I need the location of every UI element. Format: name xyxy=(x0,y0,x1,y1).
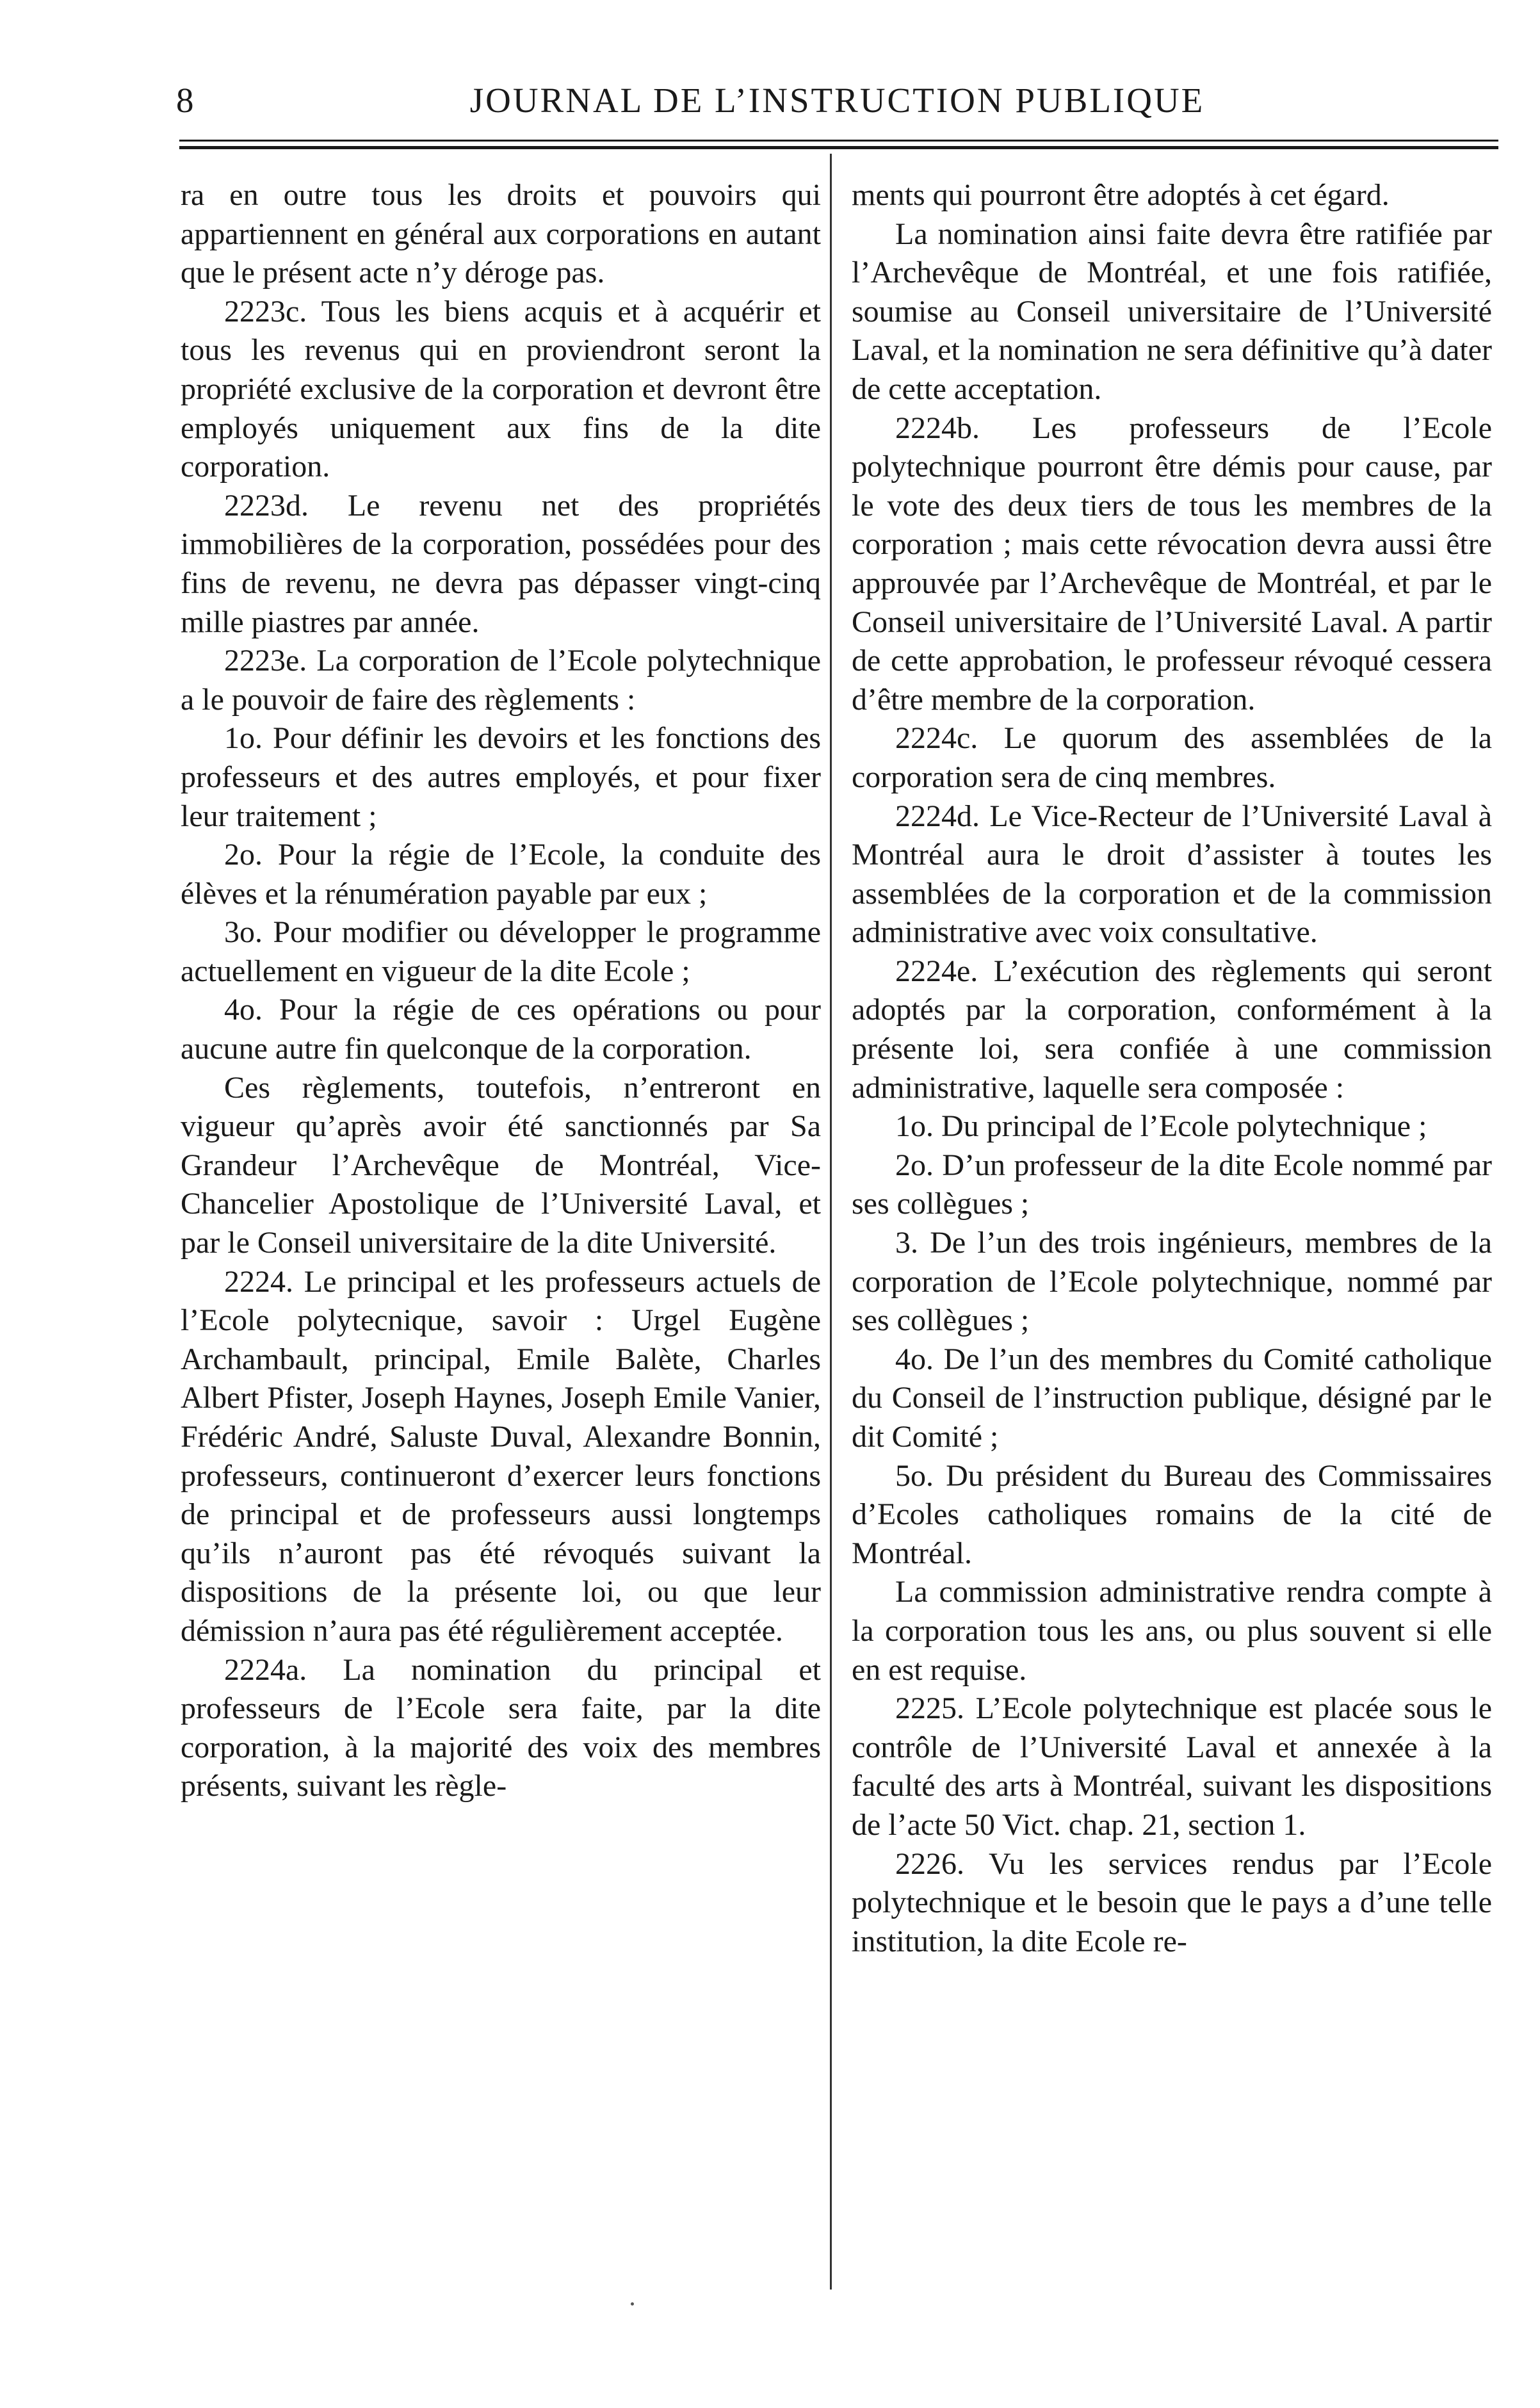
print-speck xyxy=(631,2302,634,2306)
column-divider xyxy=(830,154,832,2290)
left-column-paragraph: 2223e. La corporation de l’Ecole polytechnique a le pouvoir de faire des règlements : xyxy=(181,644,821,717)
right-column-paragraph: La commission administrative rendra compte à la corporation tous les ans, ou plus souvent si elle en est requise. xyxy=(852,1575,1492,1687)
right-column-paragraph: 2224d. Le Vice-Recteur de l’Université Laval à Montréal aura le droit d’assister à toutes les assemblées de la corporation et de la commission administrative avec voix consultative. xyxy=(852,799,1492,950)
right-column-paragraph: 2224c. Le quorum des assemblées de la corporation sera de cinq membres. xyxy=(852,721,1492,794)
left-column-paragraph: 3o. Pour modifier ou développer le programme actuellement en vigueur de la dite Ecole ; xyxy=(181,915,821,988)
right-column-paragraph: La nomination ainsi faite devra être ratifiée par l’Archevêque de Montréal, et une fois ratifiée, soumise au Conseil universitaire de l’Université Laval, et la nomination ne sera définitive qu’à dater de cette acceptation. xyxy=(852,216,1492,406)
left-column-paragraph: 4o. Pour la régie de ces opérations ou pour aucune autre fin quelconque de la corporation. xyxy=(181,993,821,1066)
left-column-paragraph: 2223c. Tous les biens acquis et à acquérir et tous les revenus qui en proviendront seront la propriété exclusive de la corporation et devront être employés uniquement aux fins de la dite corporation. xyxy=(181,294,821,484)
right-column-paragraph: 2224b. Les professeurs de l’Ecole polytechnique pourront être démis pour cause, par le vote des deux tiers de tous les membres de la corporation ; mais cette révocation devra aussi être approuvée par l’Archevêque de Montréal, et par le Conseil universitaire de l’Université Laval. A partir de cette approbation, le professeur révoqué cessera d’être membre de la corporation. xyxy=(852,411,1492,717)
right-column-paragraph: ments qui pourront être adoptés à cet égard. xyxy=(852,178,1390,212)
left-column-paragraph: 2223d. Le revenu net des propriétés immobilières de la corporation, possédées pour des fins de revenu, ne devra pas dépasser vingt-cinq mille piastres par année. xyxy=(181,488,821,639)
right-column-paragraph: 2o. D’un professeur de la dite Ecole nommé par ses collègues ; xyxy=(852,1148,1492,1221)
running-title: JOURNAL DE L’INSTRUCTION PUBLIQUE xyxy=(469,81,1205,120)
left-column-paragraph: ra en outre tous les droits et pouvoirs qui appartiennent en général aux corporations en autant que le présent acte n’y déroge pas. xyxy=(181,178,821,290)
header-rule-thick xyxy=(179,146,1498,149)
right-column-paragraph: 2224e. L’exécution des règlements qui seront adoptés par la corporation, conformément à la présente loi, sera confiée à une commission administrative, laquelle sera composée : xyxy=(852,954,1492,1105)
left-column-paragraph: 1o. Pour définir les devoirs et les fonctions des professeurs et des autres employés, et pour fixer leur traitement ; xyxy=(181,721,821,833)
left-column-paragraph: 2o. Pour la régie de l’Ecole, la conduite des élèves et la rénumération payable par eux ; xyxy=(181,838,821,911)
right-column-paragraph: 4o. De l’un des membres du Comité catholique du Conseil de l’instruction publique, désigné par le dit Comité ; xyxy=(852,1342,1492,1454)
header-rule-thin xyxy=(179,140,1498,142)
left-column xyxy=(181,176,821,1806)
left-column-paragraph: Ces règlements, toutefois, n’entreront en vigueur qu’après avoir été sanctionnés par Sa Grandeur l’Archevêque de Montréal, Vice-Chancelier Apostolique de l’Université Laval, et par le Conseil universitaire de la dite Université. xyxy=(181,1070,821,1260)
right-column-paragraph: 2226. Vu les services rendus par l’Ecole polytechnique et le besoin que le pays a d’une telle institution, la dite Ecole re- xyxy=(852,1846,1492,1958)
right-column-paragraph: 5o. Du président du Bureau des Commissaires d’Ecoles catholiques romains de la cité de Montréal. xyxy=(852,1458,1492,1570)
page-number: 8 xyxy=(176,81,195,120)
page-header xyxy=(176,80,1498,131)
right-column xyxy=(852,176,1492,1961)
right-column-paragraph: 2225. L’Ecole polytechnique est placée sous le contrôle de l’Université Laval et annexée à la faculté des arts à Montréal, suivant les dispositions de l’acte 50 Vict. chap. 21, section 1. xyxy=(852,1691,1492,1842)
right-column-paragraph: 1o. Du principal de l’Ecole polytechnique ; xyxy=(895,1109,1427,1144)
right-column-paragraph: 3. De l’un des trois ingénieurs, membres de la corporation de l’Ecole polytechnique, nommé par ses collègues ; xyxy=(852,1226,1492,1338)
left-column-paragraph: 2224. Le principal et les professeurs actuels de l’Ecole polytecnique, savoir : Urgel Eugène Archambault, principal, Emile Balète, Charles Albert Pfister, Joseph Haynes, Joseph Emile Vanier, Frédéric André, Saluste Duval, Alexandre Bonnin, professeurs, continueront d’exercer leurs fonctions de principal et de professeurs aussi longtemps qu’ils n’auront pas été révoqués suivant la dispositions de la présente loi, ou que leur démission n’aura pas été régulièrement acceptée. xyxy=(181,1264,821,1648)
left-column-paragraph: 2224a. La nomination du principal et professeurs de l’Ecole sera faite, par la dite corporation, à la majorité des voix des membres présents, suivant les règle- xyxy=(181,1652,821,1803)
